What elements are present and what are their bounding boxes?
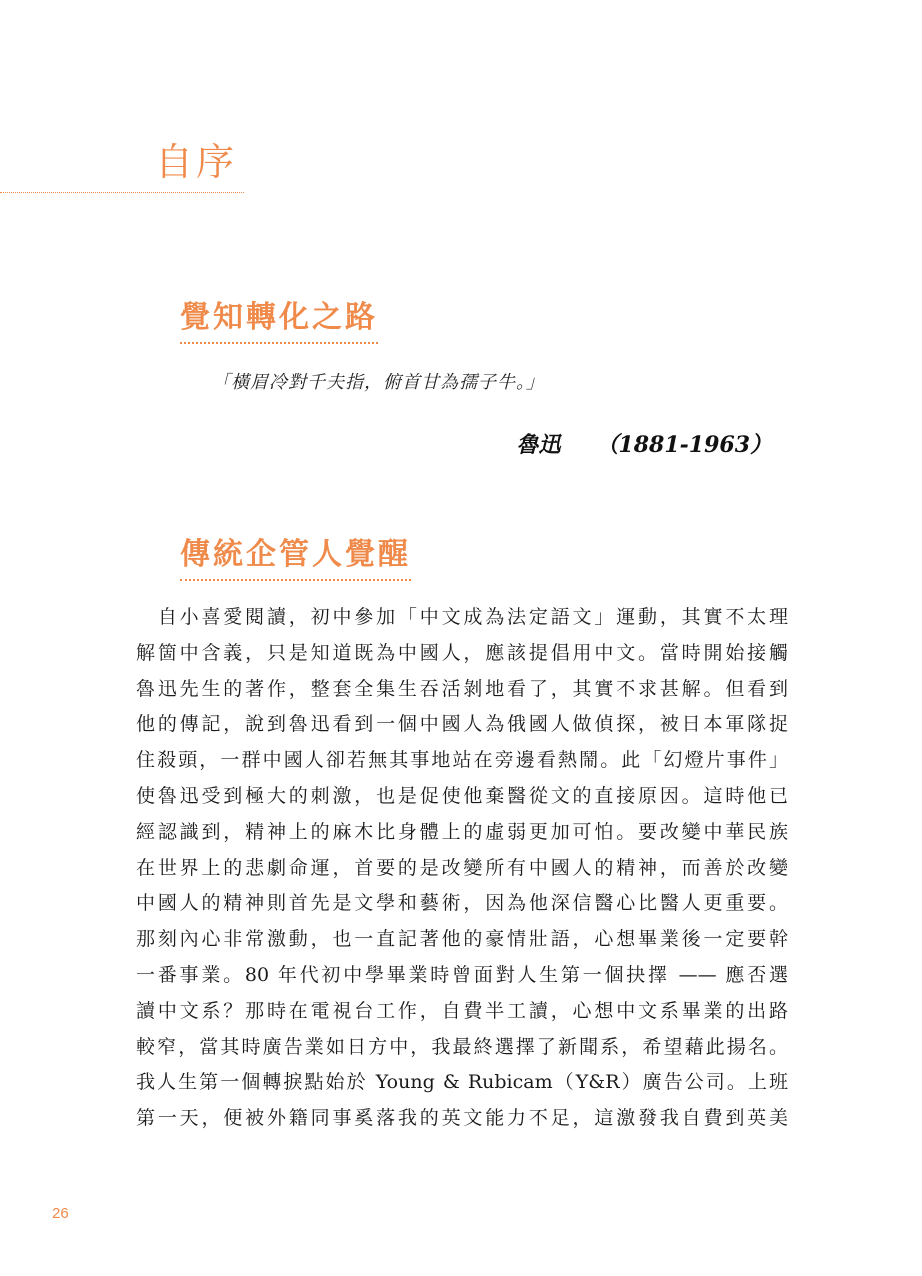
chapter-title-divider [0, 192, 244, 193]
body-line: 第一天，便被外籍同事奚落我的英文能力不足，這激發我自費到英美 [136, 1107, 788, 1130]
body-line: 住殺頭，一群中國人卻若無其事地站在旁邊看熱鬧。此「幻燈片事件」 [136, 749, 788, 772]
attribution-author: 魯迅 [516, 432, 561, 458]
epigraph-attribution [516, 428, 772, 459]
body-line: 解箇中含義，只是知道既為中國人，應該提倡用中文。當時開始接觸 [136, 641, 788, 664]
body-line: 中國人的精神則首先是文學和藝術，因為他深信醫心比醫人更重要。 [136, 892, 788, 915]
body-line: 魯迅先生的著作，整套全集生吞活剝地看了，其實不求甚解。但看到 [136, 677, 788, 700]
body-line: 在世界上的悲劇命運，首要的是改變所有中國人的精神，而善於改變 [136, 856, 788, 879]
body-paragraph [136, 600, 788, 1137]
body-line: 讀中文系？那時在電視台工作，自費半工讀，心想中文系畢業的出路 [136, 999, 788, 1022]
section-heading-awareness: 覺知轉化之路 [180, 300, 378, 344]
section-heading-awakening: 傳統企管人覺醒 [180, 537, 411, 581]
attribution-years: （1881-1963） [596, 432, 772, 458]
body-line: 較窄，當其時廣告業如日方中，我最終選擇了新聞系，希望藉此揚名。 [136, 1035, 788, 1058]
body-line: 使魯迅受到極大的刺激，也是促使他棄醫從文的直接原因。這時他已 [136, 784, 788, 807]
epigraph-quote: 「橫眉冷對千夫指，俯首甘為孺子牛。」 [212, 372, 545, 393]
body-line: 一番事業。80 年代初中學畢業時曾面對人生第一個抉擇 —— 應否選 [136, 963, 788, 986]
body-line: 我人生第一個轉捩點始於 Young & Rubicam（Y&R）廣告公司。上班 [136, 1071, 788, 1094]
chapter-title: 自序 [155, 140, 238, 184]
body-line: 自小喜愛閱讀，初中參加「中文成為法定語文」運動，其實不太理 [136, 606, 788, 628]
body-line: 他的傳記，說到魯迅看到一個中國人為俄國人做偵探，被日本軍隊捉 [136, 713, 788, 736]
page-number: 26 [52, 1205, 69, 1222]
body-line: 經認識到，精神上的麻木比身體上的虛弱更加可怕。要改變中華民族 [136, 820, 788, 843]
body-line: 那刻內心非常激動，也一直記著他的豪情壯語，心想畢業後一定要幹 [136, 928, 788, 951]
